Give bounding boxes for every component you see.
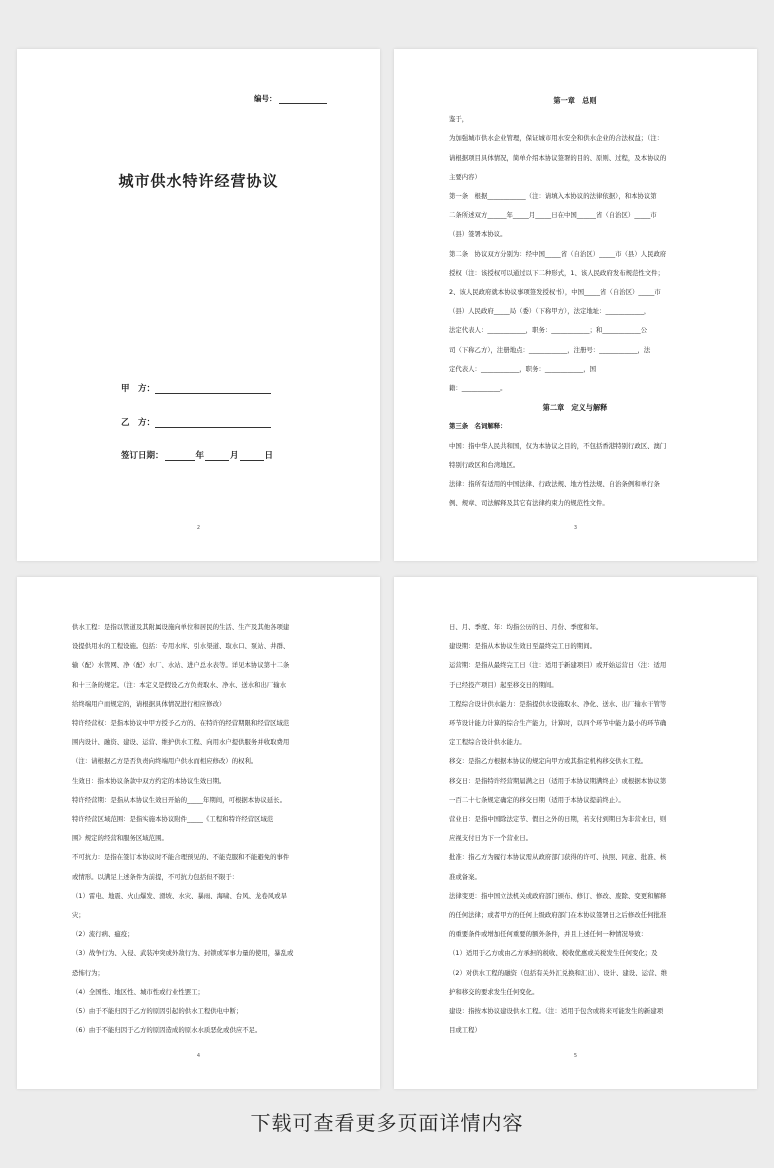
text-line: 运营期：是指从最终完工日（注：适用于新建项目）或开始运营日（注：适用 — [449, 661, 667, 670]
month-label: 月 — [230, 451, 239, 461]
text-line: 授权（注：该授权可以通过以下二种形式，1、该人民政府发布规范性文件； — [449, 268, 664, 277]
text-line: 的重要条件或增加任何重要的额外条件，并且上述任何一种情况导致： — [449, 930, 648, 939]
text-line: 特许经营区域范围：是指实施本协议附件_____《工程和特许经营区域范 — [72, 815, 274, 824]
text-line: （1）适用于乙方或由乙方承担的税收、税收优惠或关税发生任何变化；及 — [449, 949, 658, 958]
day-label: 日 — [264, 451, 274, 461]
page-4 — [17, 577, 380, 1089]
party-b-line — [155, 418, 271, 428]
page-5-text — [449, 618, 701, 1040]
text-line: 第三条 名词解释： — [449, 422, 507, 431]
year-line — [165, 451, 195, 461]
page-number: 2 — [196, 525, 201, 531]
signing-date-field — [121, 449, 273, 461]
text-line: 工程综合设计供水能力：是指提供水设施取水、净化、送水、出厂输水干管等 — [449, 699, 667, 708]
party-b-label: 乙 方： — [121, 418, 156, 428]
text-line: 鉴于， — [449, 115, 469, 124]
text-line: 批准：指乙方为履行本协议需从政府部门获得的许可、执照、同意、批准、核 — [449, 853, 667, 862]
page-number: 5 — [573, 1053, 578, 1059]
text-line: 目或工程） — [449, 1026, 481, 1035]
text-line: 为加强城市供水企业管理，保证城市用水安全和供水企业的合法权益；（注： — [449, 134, 664, 143]
text-line: （1）雷电、地震、火山爆发、滑坡、水灾、暴雨、海啸、台风、龙卷风或旱 — [72, 891, 287, 900]
text-line: 应视支付日为下一个营业日。 — [449, 834, 533, 843]
text-line: 请根据项目具体情况，简单介绍本协议签署的目的、原则、过程，及本协议的 — [449, 153, 667, 162]
text-line: 生效日：指本协议条款中双方约定的本协议生效日期。 — [72, 776, 226, 785]
text-line: 主要内容） — [449, 172, 481, 181]
chapter-heading: 第二章 定义与解释 — [542, 403, 608, 413]
page-4-text — [72, 618, 324, 1040]
text-line: 建设期：是指从本协议生效日至最终完工日的期间。 — [449, 642, 596, 651]
text-line: 定代表人：____________，职务：____________，国 — [449, 364, 596, 373]
text-line: 第一条 根据____________（注：请填入本协议的法律依据），和本协议第 — [449, 192, 657, 201]
text-line: 和十三条的规定。（注：本定义是假设乙方负责取水、净水、送水和出厂输水 — [72, 680, 287, 689]
year-label: 年 — [195, 451, 205, 461]
page-3 — [394, 49, 757, 561]
cover-page — [17, 49, 380, 561]
page-number: 3 — [573, 525, 578, 531]
text-line: 司（下称乙方），注册地点：____________，注册号：____________，法 — [449, 345, 651, 354]
text-line: 的任何法律；或者甲方的任何上级政府部门在本协议签署日之后修改任何批准 — [449, 911, 667, 920]
text-line: （5）由于不能归因于乙方的原因引起的供水工程供电中断； — [72, 1007, 243, 1016]
text-line: 籍：____________。 — [449, 384, 507, 393]
text-line: 环节设计能力计算的综合生产能力，计算时，以四个环节中能力最小的环节确 — [449, 719, 667, 728]
text-line: 中国：指中华人民共和国，仅为本协议之目的，不包括香港特别行政区、澳门 — [449, 441, 667, 450]
text-line: 2、该人民政府就本协议事项签发授权书），中国_____省（自治区）_____市 — [449, 288, 661, 297]
text-line: 一百二十七条规定确定的移交日期（适用于本协议提前终止）。 — [449, 795, 625, 804]
text-line: （县）签署本协议。 — [449, 230, 507, 239]
text-line: 营业日：是指中国除法定节、假日之外的日期，若支付到期日为非营业日，则 — [449, 815, 667, 824]
text-line: 特许经营权：是指本协议中甲方授予乙方的、在特许的经营期限和经营区域范 — [72, 719, 290, 728]
text-line: 第二条 协议双方分别为：经中国_____省（自治区）_____市（县）人民政府 — [449, 249, 667, 258]
text-line: 法律：指所有适用的中国法律、行政法规、地方性法规、自治条例和单行条 — [449, 480, 660, 489]
text-line: 法定代表人：____________，职务：____________；和____________公 — [449, 326, 648, 335]
text-line: 灾； — [72, 911, 85, 920]
text-line: 设提供用水的工程设施。包括：专用水库、引水渠道、取水口、泵站、井群、 — [72, 642, 290, 651]
text-line: （县）人民政府_____局（委）（下称甲方），法定地址：____________， — [449, 307, 651, 316]
text-line: 护和移交的要求发生任何变化。 — [449, 987, 539, 996]
contract-number-field — [254, 93, 327, 104]
day-line — [240, 451, 264, 461]
download-caption: 下载可查看更多页面详情内容 — [250, 1111, 524, 1135]
text-line: 例、规章、司法解释及其它有法律约束力的规范性文件。 — [449, 499, 609, 508]
text-line: 建设：指按本协议建设供水工程。（注：适用于包含或将来可能发生的新建项 — [449, 1007, 664, 1016]
text-line: （注：请根据乙方是否负责向终端用户供水而相应修改）的权利。 — [72, 757, 258, 766]
text-line: （3）战争行为、入侵、武装冲突或外敌行为、封锁或军事力量的使用，暴乱或 — [72, 949, 294, 958]
document-title: 城市供水特许经营协议 — [118, 172, 279, 190]
text-line: （6）由于不能归因于乙方的原因造成的原水水质恶化或供应不足。 — [72, 1026, 262, 1035]
contract-number-label: 编号： — [254, 94, 277, 103]
page-5 — [394, 577, 757, 1089]
page-3-text — [449, 91, 701, 513]
text-line: 不可抗力：是指在签订本协议时不能合理预见的、不能克服和不能避免的事件 — [72, 853, 290, 862]
month-line — [205, 451, 229, 461]
page-number: 4 — [196, 1053, 201, 1059]
party-b-field — [121, 416, 271, 428]
text-line: 于已经投产项目）起至移交日的期间。 — [449, 680, 558, 689]
text-line: 移交日：是指特许经营期届满之日（适用于本协议期满终止）或根据本协议第 — [449, 776, 667, 785]
text-line: 围内设计、融资、建设、运营、维护供水工程、向用水户提供服务并收取费用 — [72, 738, 290, 747]
text-line: 定工程综合设计供水能力。 — [449, 738, 526, 747]
party-a-label: 甲 方： — [121, 384, 156, 394]
text-line: （2）对供水工程的融资（包括有关外汇兑换和汇出）、设计、建设、运营、维 — [449, 968, 668, 977]
text-line: 日、月、季度、年：均指公历的日、月份、季度和年。 — [449, 623, 603, 631]
text-line: 输（配）水管网、净（配）水厂、水站、进户总水表等。详见本协议第十二条 — [72, 661, 290, 670]
text-line: 特许经营期：是指从本协议生效日开始的_____年期间，可根据本协议延长。 — [72, 795, 287, 804]
text-line: 或情形。以满足上述条件为前提，不可抗力包括但不限于： — [72, 872, 239, 881]
chapter-heading: 第一章 总则 — [553, 96, 597, 105]
text-line: 围》规定的经营和服务区域范围。 — [72, 834, 168, 843]
party-a-line — [155, 384, 271, 394]
text-line: 准或备案。 — [449, 872, 481, 881]
signing-date-label: 签订日期： — [121, 451, 164, 461]
text-line: 移交：是指乙方根据本协议的规定向甲方或其指定机构移交供水工程。 — [449, 757, 648, 766]
text-line: 恐怖行为； — [72, 968, 104, 977]
text-line: 供水工程：是指以管道及其附属设施向单位和居民的生活、生产及其他各项建 — [72, 623, 290, 631]
party-a-field — [121, 382, 271, 394]
text-line: 二条所述双方______年_____月_____日在中国______省（自治区）_____市 — [449, 211, 657, 220]
text-line: 法律变更：指中国立法机关或政府部门颁布、修订、修改、废除、变更和解释 — [449, 891, 667, 900]
text-line: 特别行政区和台湾地区。 — [449, 460, 520, 469]
text-line: （4）全国性、地区性、城市性或行业性罢工； — [72, 987, 204, 996]
text-line: 给终端用户而规定的，请根据具体情况进行相应修改） — [72, 699, 226, 708]
text-line: （2）流行病、瘟疫； — [72, 930, 134, 939]
contract-number-line — [279, 96, 327, 104]
